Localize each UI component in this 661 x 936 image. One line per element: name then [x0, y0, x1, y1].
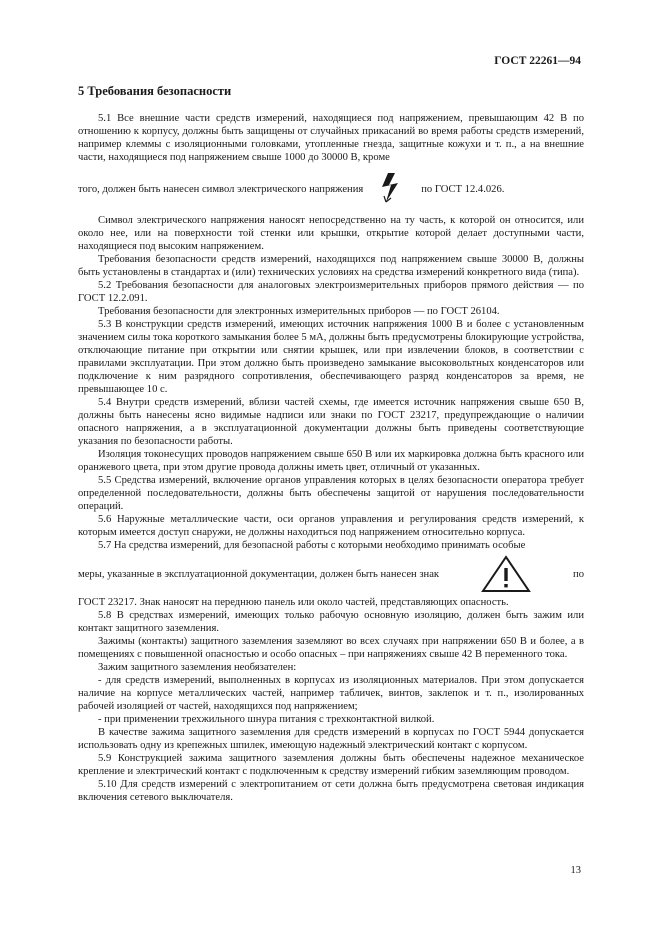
paragraph-gost-5944: В качестве зажима защитного заземления для средств измерений в корпусах по ГОСТ 5944 допускается использовать одну из крепежных шпилек, имеющую надежный электрический контакт с корпусом.: [78, 727, 584, 751]
warning-sign-line: [78, 554, 584, 594]
paragraph-5-8: 5.8 В средствах измерений, имеющих только рабочую основную изоляцию, должен быть зажим или контакт защитного заземления.: [78, 610, 584, 634]
paragraph-5-5: 5.5 Средства измерений, включение органов управления которых в целях безопасности оператора требует определенной последовательности, должны быть обеспечены защитой от нарушения последовательности операций.: [78, 475, 584, 512]
paragraph-insulation: Изоляция токонесущих проводов напряжением свыше 650 В или их маркировка должна быть красного или оранжевого цвета, при этом другие провода должны иметь цвет, отличный от указанных.: [78, 449, 584, 473]
paragraph-not-needed: Зажим защитного заземления необязателен:: [98, 662, 297, 673]
paragraph-5-3: 5.3 В конструкции средств измерений, имеющих источник напряжения 1000 В и более с установленным значением силы тока короткого замыкания более 5 мА, должны быть предусмотрены блокирующие устройства, отключающие питание при открытии или снятии крышек, или при извлечении блоков, в соответствии с правилами эксплуатации. При этом должно быть произведено замыкание высоковольтных конденсаторов или подключение к ним разрядного сопротивления, обеспечивающего разряд конденсаторов за время, не превышающее 10 с.: [78, 319, 584, 395]
paragraph-5-10: 5.10 Для средств измерений с электропитанием от сети должна быть предусмотрена световая индикация включения сетевого выключателя.: [78, 779, 584, 803]
paragraph-clamps: Зажимы (контакты) защитного заземления заземляют во всех случаях при напряжении 650 В и более, а в помещениях с повышенной опасностью и особо опасных – при напряжениях свыше 42 В переменного тока.: [78, 636, 584, 660]
list-item-1: - для средств измерений, выполненных в корпусах из изоляционных материалов. При этом допускается наличие на корпусе металлических частей, например табличек, винтов, заклепок и т. п., изолированных рабочей изоляцией от частей, находящихся под напряжением;: [78, 675, 584, 712]
list-item-2: - при применении трехжильного шнура питания с трехконтактной вилкой.: [98, 714, 435, 725]
paragraph-5-4: 5.4 Внутри средств измерений, вблизи частей схемы, где имеется источник напряжения свыше 650 В, должны быть нанесены ясно видимые надписи или знаки по ГОСТ 23217, предупреждающие о наличии опасного напряжения, а в эксплуатационной документации должны быть приведены соответствующие указания по безопасности работы.: [78, 397, 584, 447]
paragraph-5-7-mid: меры, указанные в эксплуатационной документации, должен быть нанесен знак: [78, 568, 440, 580]
paragraph-req-30000: Требования безопасности средств измерений, находящихся под напряжением свыше 30000 В, должны быть установлены в стандартах и (или) технических условиях на средства измерений конкретного вида (типа).: [78, 254, 584, 278]
voltage-symbol-line: [78, 172, 584, 206]
high-voltage-icon: [369, 172, 415, 206]
paragraph-5-7-po: по: [573, 568, 584, 580]
paragraph-5-1-end-left: того, должен быть нанесен символ электрического напряжения: [78, 183, 364, 195]
paragraph-5-9: 5.9 Конструкцией зажима защитного заземления должны быть обеспечены надежное механическое крепление и электрический контакт с подключенным к средству измерений гибким заземляющим проводом.: [78, 753, 584, 777]
warning-triangle-icon: [480, 554, 532, 594]
paragraph-electronic: Требования безопасности для электронных измерительных приборов — по ГОСТ 26104.: [98, 306, 500, 317]
paragraph-5-1: 5.1 Все внешние части средств измерений, находящиеся под напряжением, превышающим 42 В по отношению к корпусу, должны быть защищены от случайных прикасаний во время работы средств измерений, например клеммы с изоляционными головками, утопленные гнезда, защитные кожухи и т. п., а на внешние части, находящиеся под напряжением свыше 1000 до 30000 В, кроме: [78, 113, 584, 163]
document-header: ГОСТ 22261—94: [494, 55, 581, 67]
paragraph-symbol: Символ электрического напряжения наносят непосредственно на ту часть, к которой он относится, или около нее, или на поверхности той стенки или крышки, открытие которой делает доступными части, находящиеся под высоким напряжением.: [78, 215, 584, 252]
section-title: 5 Требования безопасности: [78, 84, 232, 98]
paragraph-5-2: 5.2 Требования безопасности для аналоговых электроизмерительных приборов прямого действия — по ГОСТ 12.2.091.: [78, 280, 584, 304]
document-body: [78, 112, 584, 804]
paragraph-5-7-end: ГОСТ 23217. Знак наносят на переднюю панель или около частей, представляющих опасность.: [78, 597, 509, 608]
paragraph-5-1-end-right: по ГОСТ 12.4.026.: [421, 183, 505, 195]
paragraph-5-6: 5.6 Наружные металлические части, оси органов управления и регулирования средств измерений, к которым имеется доступ снаружи, не должны находиться под напряжением относительно корпуса.: [78, 514, 584, 538]
paragraph-5-7-start: 5.7 На средства измерений, для безопасной работы с которыми необходимо принимать особые: [98, 540, 526, 551]
page-number: 13: [570, 865, 581, 876]
